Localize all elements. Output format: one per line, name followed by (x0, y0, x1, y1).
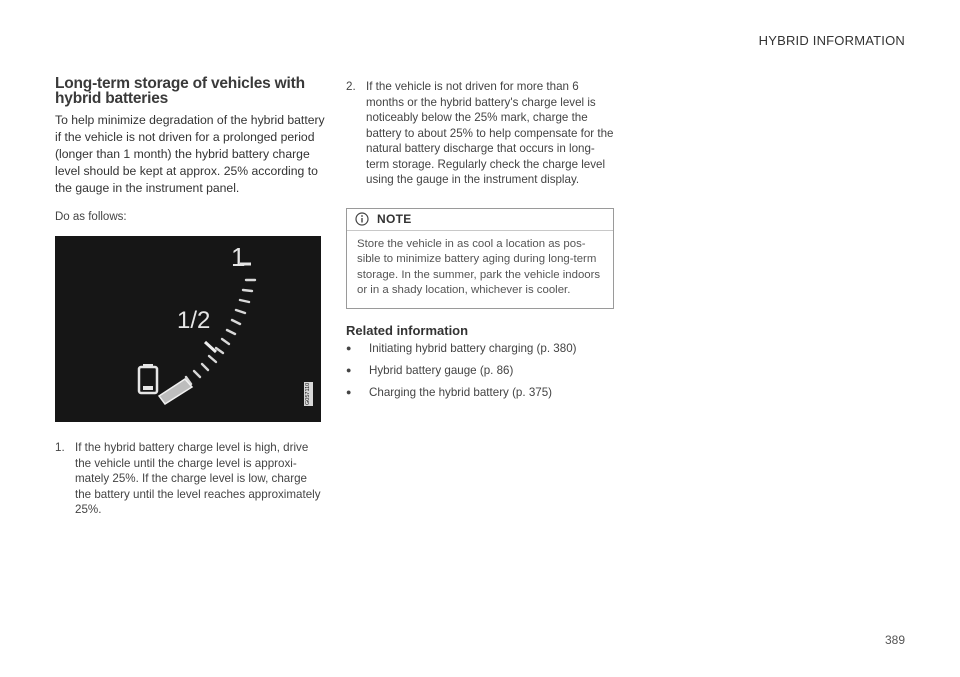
bullet-icon: ● (346, 364, 352, 375)
section-title: Long-term storage of vehicles with hybrid batteries (55, 75, 305, 107)
battery-gauge-figure (55, 236, 321, 422)
steps-list-right (346, 79, 614, 188)
steps-list-left (55, 440, 325, 518)
figure-id-label: G057110 (305, 382, 311, 406)
bullet-icon: ● (346, 342, 352, 353)
info-icon (355, 212, 369, 226)
step-item (346, 79, 614, 188)
gauge-fill-level (159, 379, 192, 404)
note-box (346, 208, 614, 309)
battery-gauge-illustration (55, 236, 321, 422)
bullet-icon: ● (346, 386, 352, 397)
note-header (347, 209, 613, 231)
battery-icon (139, 364, 157, 393)
related-information-list (346, 341, 614, 400)
related-item[interactable] (346, 363, 614, 378)
step-text: If the hybrid battery charge level is high, drive the vehicle until the charge level is approximately 25%. If the charge level is low, charge the battery until the level reaches approximately 25%. (75, 441, 321, 516)
related-information-title: Related information (346, 322, 469, 338)
step-text: If the vehicle is not driven for more than 6 months or the hybrid battery's charge level is noticeably below the 25% mark, charge the battery to about 25% to help compensate for the natural battery discharge that occurs in long-term storage. Regularly check the charge level using the gauge in the instrument display. (366, 80, 614, 186)
related-link[interactable]: Charging the hybrid battery (p. 375) (369, 385, 553, 399)
right-column (346, 79, 614, 407)
do-as-follows-text: Do as follows: (55, 211, 127, 223)
gauge-full-label: 1 (231, 242, 246, 272)
page-number: 389 (884, 633, 905, 647)
note-text: Store the vehicle in as cool a location as possible to minimize battery aging during long-term storage. In the summer, park the vehicle indoors or in a shady location, whichever is cooler. (357, 237, 601, 297)
related-item[interactable] (346, 385, 614, 400)
note-label: NOTE (377, 212, 412, 226)
page-header-title: HYBRID INFORMATION (758, 33, 905, 48)
step-number: 1. (55, 441, 65, 454)
step-item (55, 440, 325, 518)
related-item[interactable] (346, 341, 614, 356)
related-link[interactable]: Initiating hybrid battery charging (p. 380) (369, 341, 577, 355)
left-column (55, 76, 325, 518)
related-link[interactable]: Hybrid battery gauge (p. 86) (369, 363, 514, 377)
intro-paragraph: To help minimize degradation of the hybrid battery if the vehicle is not driven for a prolonged period (longer than 1 month) the hybrid battery charge level should be kept at approx. 25% according to the gauge in the instrument panel. (55, 113, 325, 195)
gauge-half-label: 1/2 (177, 307, 211, 334)
step-number: 2. (346, 80, 356, 93)
